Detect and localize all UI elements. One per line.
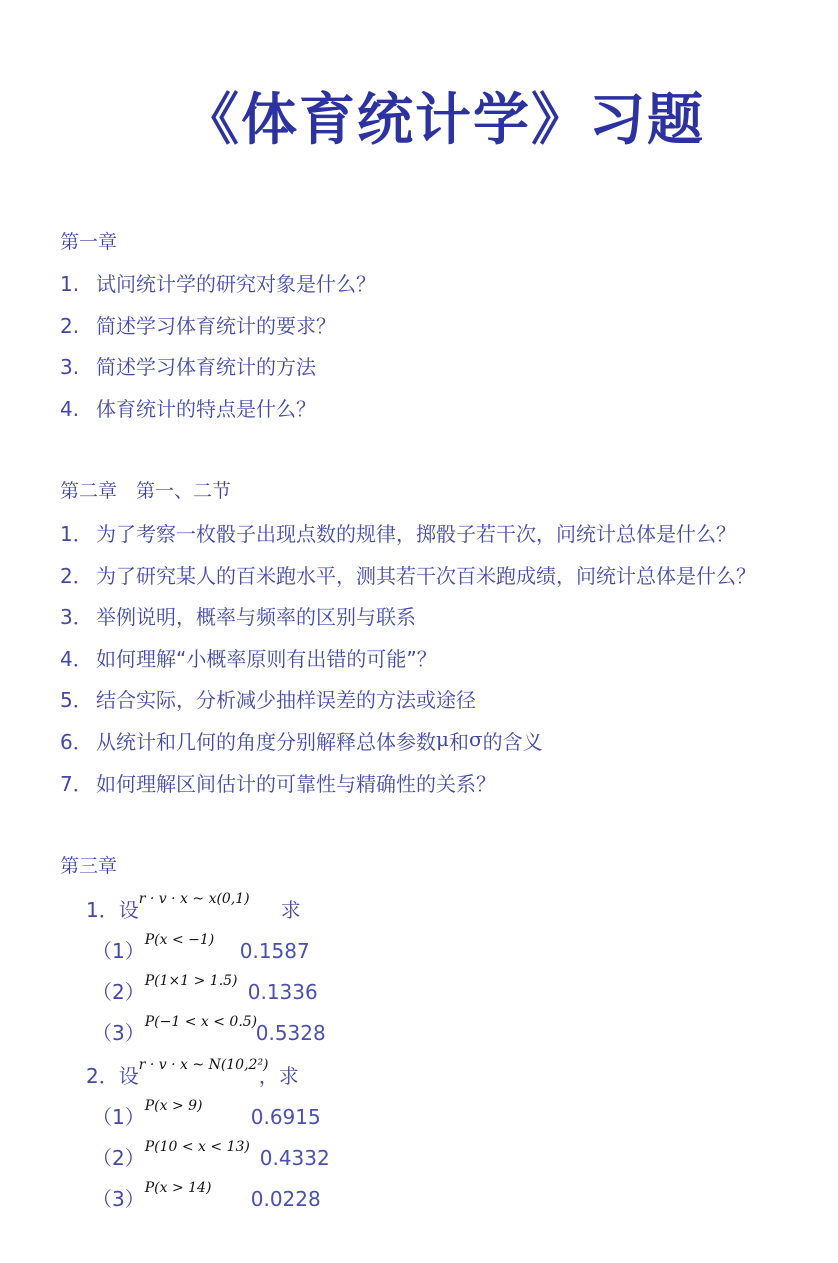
question-text: 从统计和几何的角度分别解释总体参数 xyxy=(96,730,436,754)
chapter-3-problem-2-item-2 xyxy=(92,1139,330,1171)
item-number: （2） xyxy=(92,1146,145,1170)
question-text: 简述学习体育统计的要求？ xyxy=(96,314,336,338)
question-number: 1. xyxy=(60,272,80,296)
question-number: 2. xyxy=(60,314,80,338)
item-number: （3） xyxy=(92,1021,145,1045)
item-formula: P(−1 < x < 0.5) xyxy=(144,1014,258,1030)
question-number: 7． xyxy=(60,772,93,796)
item-number: （1） xyxy=(92,939,145,963)
chapter-1-question-3 xyxy=(60,351,316,380)
problem-formula: r · v · x ~ x(0,1) xyxy=(138,891,250,907)
question-text: 简述学习体育统计的方法 xyxy=(96,355,316,379)
chapter-2-question-3 xyxy=(60,601,416,630)
item-answer: 0.1587 xyxy=(239,939,310,963)
chapter-2-label: 第二章 第一、二节 xyxy=(60,480,232,502)
chapter-3-problem-2 xyxy=(86,1057,299,1089)
chapter-3-problem-2-item-3 xyxy=(92,1180,321,1212)
chapter-3-problem-1 xyxy=(86,891,301,923)
question-text: 和 xyxy=(449,730,469,754)
item-answer: 0.0228 xyxy=(250,1187,321,1211)
item-formula: P(x < −1) xyxy=(144,932,215,948)
question-number: 1． xyxy=(60,522,93,546)
chapter-2-question-7 xyxy=(60,768,496,797)
mu-symbol: μ xyxy=(436,727,449,751)
item-formula: P(x > 14) xyxy=(144,1180,212,1196)
problem-suffix: ，求 xyxy=(258,1064,299,1088)
chapter-1-question-2 xyxy=(60,310,336,339)
question-text: 如何理解“小概率原则有出错的可能”？ xyxy=(96,647,437,671)
item-formula: P(x > 9) xyxy=(144,1098,203,1114)
problem-prefix: 2．设 xyxy=(86,1064,139,1088)
question-text: 举例说明，概率与频率的区别与联系 xyxy=(96,605,416,629)
question-text: 为了研究某人的百米跑水平，测其若干次百米跑成绩，问统计总体是什么？ xyxy=(96,564,756,588)
question-number: 4. xyxy=(60,397,80,421)
question-number: 4． xyxy=(60,647,93,671)
item-answer: 0.5328 xyxy=(255,1021,326,1045)
chapter-2-question-4 xyxy=(60,643,437,672)
chapter-2-question-1 xyxy=(60,518,736,547)
item-number: （2） xyxy=(92,980,145,1004)
question-text: 结合实际，分析减少抽样误差的方法或途径 xyxy=(96,688,476,712)
chapter-2-question-2 xyxy=(60,560,756,589)
item-answer: 0.1336 xyxy=(247,980,318,1004)
question-number: 5． xyxy=(60,688,93,712)
problem-prefix: 1．设 xyxy=(86,898,139,922)
chapter-2-question-6 xyxy=(60,726,543,755)
question-number: 6． xyxy=(60,730,93,754)
chapter-3-problem-2-item-1 xyxy=(92,1098,321,1130)
chapter-2-question-5 xyxy=(60,684,476,713)
chapter-1-question-1 xyxy=(60,268,376,297)
question-text: 的含义 xyxy=(482,730,543,754)
page-title: 《体育统计学》习题 xyxy=(183,88,705,153)
question-text: 体育统计的特点是什么？ xyxy=(96,397,316,421)
item-answer: 0.6915 xyxy=(250,1105,321,1129)
item-answer: 0.4332 xyxy=(259,1146,330,1170)
sigma-symbol: σ xyxy=(469,727,483,751)
item-number: （1） xyxy=(92,1105,145,1129)
question-number: 3． xyxy=(60,605,93,629)
question-text: 如何理解区间估计的可靠性与精确性的关系？ xyxy=(96,772,496,796)
question-number: 2． xyxy=(60,564,93,588)
item-formula: P(10 < x < 13) xyxy=(144,1139,250,1155)
question-text: 试问统计学的研究对象是什么？ xyxy=(96,272,376,296)
chapter-1-label: 第一章 xyxy=(60,231,118,253)
question-text: 为了考察一枚骰子出现点数的规律，掷骰子若干次，问统计总体是什么？ xyxy=(96,522,736,546)
question-number: 3. xyxy=(60,355,80,379)
item-formula: P(1×1 > 1.5) xyxy=(144,973,238,989)
chapter-1-question-4 xyxy=(60,393,316,422)
problem-suffix: 求 xyxy=(280,898,301,922)
item-number: （3） xyxy=(92,1187,145,1211)
chapter-3-problem-1-item-2 xyxy=(92,973,318,1005)
problem-formula: r · v · x ~ N(10,2²) xyxy=(138,1057,269,1073)
chapter-3-problem-1-item-1 xyxy=(92,932,310,964)
chapter-3-label: 第三章 xyxy=(60,855,118,877)
chapter-3-problem-1-item-3 xyxy=(92,1014,326,1046)
